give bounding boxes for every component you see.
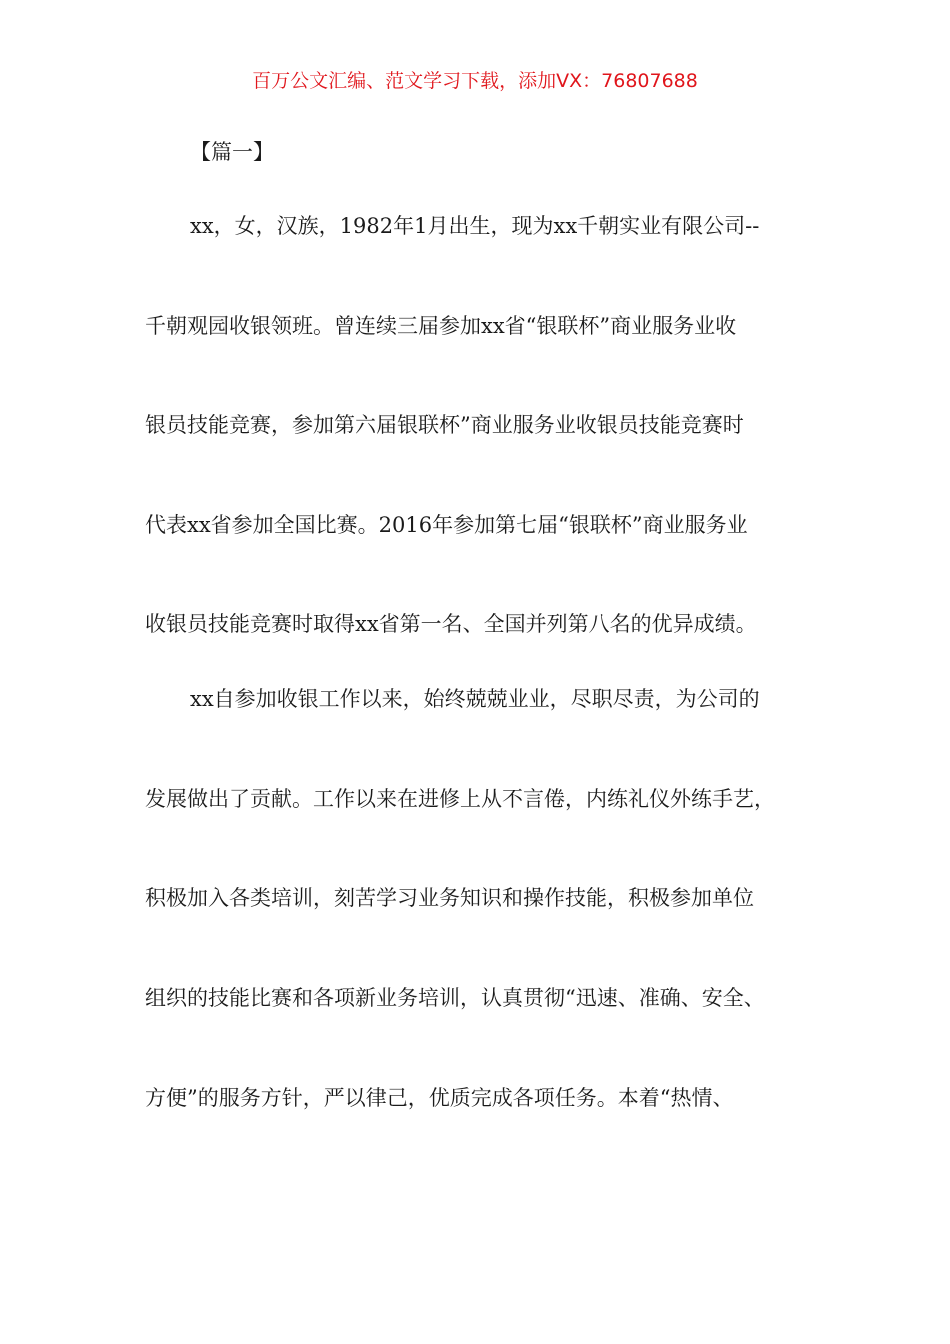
paragraph-line: 银员技能竞赛，参加第六届银联杯”商业服务业收银员技能竞赛时 — [145, 413, 744, 437]
paragraph-line: xx自参加收银工作以来，始终兢兢业业，尽职尽责，为公司的 — [190, 687, 760, 711]
paragraph-line: 积极加入各类培训，刻苦学习业务知识和操作技能，积极参加单位 — [145, 886, 754, 910]
paragraph-line: 方便”的服务方针，严以律己，优质完成各项任务。本着“热情、 — [145, 1086, 734, 1110]
paragraph-line: 发展做出了贡献。工作以来在进修上从不言倦，内练礼仪外练手艺， — [145, 787, 775, 811]
paragraph-line: 千朝观园收银领班。曾连续三届参加xx省“银联杯”商业服务业收 — [145, 314, 737, 338]
paragraph-line: 组织的技能比赛和各项新业务培训，认真贯彻“迅速、准确、安全、 — [145, 986, 765, 1010]
paragraph-line: 收银员技能竞赛时取得xx省第一名、全国并列第八名的优异成绩。 — [145, 612, 757, 636]
section-title: 【篇一】 — [190, 140, 274, 164]
header-notice: 百万公文汇编、范文学习下载，添加VX：76807688 — [252, 70, 698, 92]
paragraph-line: 代表xx省参加全国比赛。2016年参加第七届“银联杯”商业服务业 — [145, 513, 748, 537]
paragraph-line: xx，女，汉族，1982年1月出生，现为xx千朝实业有限公司-- — [190, 214, 760, 238]
